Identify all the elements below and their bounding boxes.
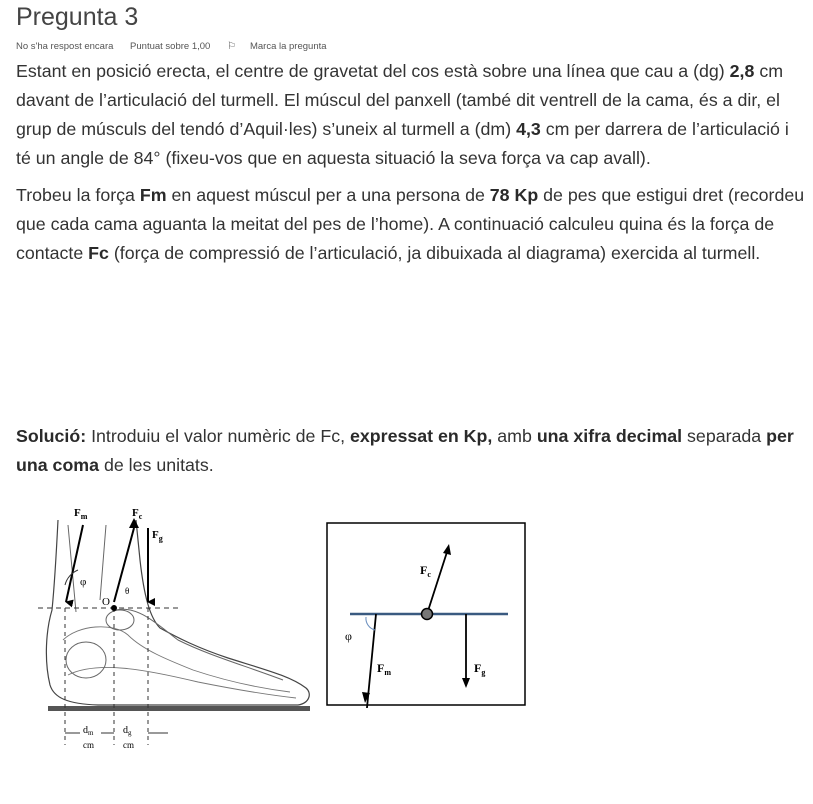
- foot-diagram: [28, 500, 318, 765]
- label-fg: $F_g$: [474, 661, 486, 677]
- talus-bone: [106, 610, 134, 630]
- question-title: Pregunta 3: [16, 3, 139, 31]
- ground-line: [48, 706, 310, 711]
- fm-term: Fm: [139, 185, 167, 205]
- free-body-diagram: [326, 522, 528, 713]
- score-text: Puntuat sobre 1,00: [130, 41, 211, 52]
- question-meta: [16, 41, 355, 52]
- label-dg: $d_g$: [123, 725, 132, 737]
- fc-arrow: [114, 528, 134, 602]
- label-fg: $F_g$: [152, 529, 163, 543]
- statement-paragraph-1: Estant en posició erecta, el centre de gravetat del cos està sobre una línea que cau a (dg) 2,8 cm davant de l’articulació del turmell. El múscul del panxell (també dit ventrell de la cama, és a dir, el grup de músculs del tendó d’Aquil·les) s’uneix al turmell a (dm) 4,3 cm per darrera de l’articulació i té un angle de 84° (fixeu-vos que en aquesta situació la seva força va cap avall).: [16, 61, 789, 168]
- label-dm: $d_m$: [83, 725, 94, 737]
- label-fm: $F_m$: [377, 661, 392, 677]
- flag-label: Marca la pregunta: [249, 41, 327, 52]
- label-fc: $F_c$: [420, 563, 431, 579]
- label-o: O: [102, 596, 110, 608]
- flag-question-link[interactable]: [227, 41, 341, 52]
- bone-lines: [68, 525, 283, 680]
- label-theta: θ: [125, 586, 130, 596]
- fc-arrow-head: [129, 518, 139, 528]
- label-phi: φ: [345, 629, 352, 643]
- solution-label: Solució:: [16, 426, 87, 446]
- label-fc: $F_c$: [132, 507, 143, 521]
- label-dm-unit: cm: [83, 740, 94, 750]
- solution-instructions: Solució: Introduiu el valor numèric de Fc, expressat en Kp, amb una xifra decimal separada per una coma de les unitats.: [16, 426, 794, 475]
- heel-bone: [66, 642, 106, 678]
- label-phi: φ: [80, 576, 87, 588]
- flag-icon: ⚐: [226, 41, 236, 52]
- label-fm: $F_m$: [74, 507, 88, 521]
- label-dg-unit: cm: [123, 740, 134, 750]
- bone-lines-2: [63, 627, 296, 698]
- fc-term: Fc: [88, 243, 109, 263]
- joint-point: [111, 605, 117, 611]
- dg-value: 2,8: [729, 61, 755, 81]
- dm-value: 4,3: [516, 119, 541, 139]
- weight-value: 78 Kp: [489, 185, 539, 205]
- status-text: No s'ha respost encara: [16, 41, 114, 52]
- statement-paragraph-2: Trobeu la força Fm en aquest múscul per a una persona de 78 Kp de pes que estigui dret (recordeu que cada cama aguanta la meitat del pes de l’home). A continuació calculeu quina és la força de contacte Fc (força de compressió de l’articulació, ja dibuixada al diagrama) exercida al turmell.: [16, 185, 805, 263]
- joint-point: [422, 609, 433, 620]
